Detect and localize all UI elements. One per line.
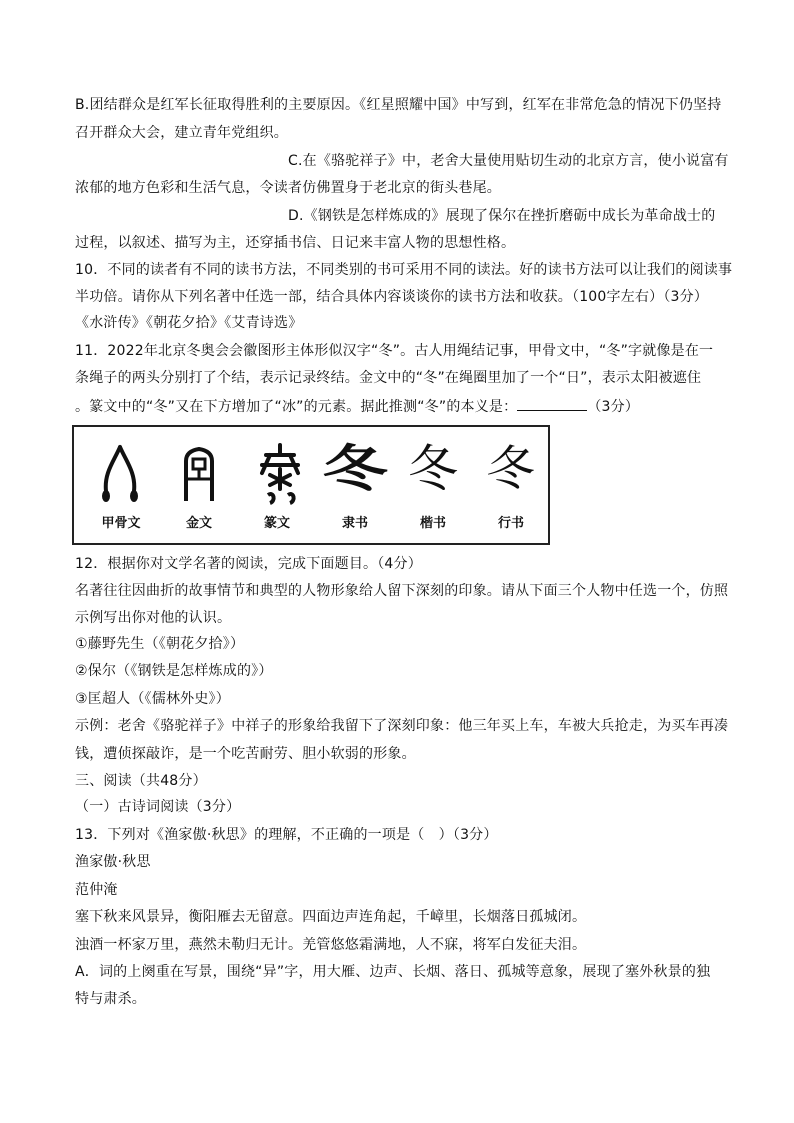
clerical-glyph: 冬 (322, 439, 388, 498)
label-regular: 楷书 (419, 516, 446, 531)
subsection-one-heading: （一）古诗词阅读（3分） (75, 799, 241, 815)
poem-author: 范仲淹 (75, 882, 118, 898)
label-running: 行书 (497, 516, 524, 531)
answer-blank[interactable] (517, 396, 587, 411)
character-option-2: ②保尔（《钢铁是怎样炼成的》） (75, 663, 273, 679)
seal-cell (238, 427, 316, 543)
question-12-line-2: 示例写出你对他的认识。 (75, 610, 232, 626)
question-12-line-1: 名著往往因曲折的故事情节和典型的人物形象给人留下深刻的印象。请从下面三个人物中任选一个，仿照 (75, 583, 729, 599)
clerical-cell (316, 427, 394, 543)
option-c-line-2: 浓郁的地方色彩和生活气息，令读者仿佛置身于老北京的街头巷尾。 (75, 180, 501, 196)
oracle-bone-cell (82, 427, 160, 543)
question-13-title: 13．下列对《渔家傲·秋思》的理解，不正确的一项是（ ）（3分） (75, 827, 498, 843)
bronze-glyph (174, 439, 224, 511)
question-10-line-1: 10．不同的读者有不同的读书方法，不同类别的书可采用不同的读法。好的读书方法可以让我们的阅读事 (75, 262, 733, 278)
character-option-1: ①藤野先生（《朝花夕拾》） (75, 636, 245, 652)
character-option-3: ③匡超人（《儒林外史》） (75, 691, 230, 707)
regular-cell (394, 427, 472, 543)
poem-title: 渔家傲·秋思 (75, 854, 151, 870)
option-a-line-2: 特与肃杀。 (75, 991, 146, 1007)
running-cell (472, 427, 550, 543)
label-clerical: 隶书 (341, 516, 368, 531)
question-10-line-2: 半功倍。请你从下列名著中任选一部，结合具体内容谈谈你的读书方法和收获。（100字左右）（3分） (75, 289, 709, 305)
section-three-heading: 三、阅读（共48分） (75, 773, 207, 789)
question-11-line-3 (75, 396, 639, 417)
option-a-line-1: A．词的上阕重在写景，围绕“异”字，用大雁、边声、长烟、落日、孤城等意象，展现了塞外秋景的独 (75, 964, 711, 980)
example-line-2: 钱，遭侦探敲诈，是一个吃苦耐劳、胆小软弱的形象。 (75, 746, 416, 762)
question-10-books: 《水浒传》《朝花夕拾》《艾青诗选》 (75, 315, 303, 331)
oracle-bone-glyph (96, 439, 146, 511)
option-b-line-2: 召开群众大会，建立青年党组织。 (75, 125, 288, 141)
question-11-prompt: 。篆文中的“冬”又在下方增加了“冰”的元素。据此推测“冬”的本义是： (75, 399, 518, 415)
poem-stanza-1: 塞下秋来风景异，衡阳雁去无留意。四面边声连角起，千嶂里，长烟落日孤城闭。 (75, 909, 587, 925)
option-c-line-1: C.在《骆驼祥子》中，老舍大量使用贴切生动的北京方言，使小说富有 (288, 153, 729, 169)
bronze-cell (160, 427, 238, 543)
label-bronze: 金文 (185, 516, 212, 531)
option-d-line-1: D.《钢铁是怎样炼成的》展现了保尔在挫折磨砺中成长为革命战士的 (288, 208, 716, 224)
label-oracle-bone: 甲骨文 (101, 516, 141, 531)
example-line-1: 示例：老舍《骆驼祥子》中祥子的形象给我留下了深刻印象：他三年买上车，车被大兵抢走，为买车再凑 (75, 718, 729, 734)
option-d-line-2: 过程，以叙述、描写为主，还穿插书信、日记来丰富人物的思想性格。 (75, 235, 516, 251)
question-11-line-1: 11．2022年北京冬奥会会徽图形主体形似汉字“冬”。古人用绳结记事，甲骨文中，“冬”字就像是在一 (75, 343, 714, 359)
question-11-line-2: 条绳子的两头分别打了个结，表示记录终结。金文中的“冬”在绳圈里加了一个“日”，表示太阳被遮住 (75, 370, 702, 386)
running-glyph: 冬 (482, 441, 540, 497)
seal-glyph (252, 439, 308, 511)
character-evolution-figure (72, 425, 550, 545)
regular-glyph: 冬 (408, 440, 458, 498)
label-seal: 篆文 (263, 516, 290, 531)
poem-stanza-2: 浊酒一杯家万里，燕然未勒归无计。羌管悠悠霜满地，人不寐，将军白发征夫泪。 (75, 937, 587, 953)
question-11-score: （3分） (587, 399, 640, 415)
option-b-line-1: B.团结群众是红军长征取得胜利的主要原因。《红星照耀中国》中写到，红军在非常危急的情况下仍坚持 (75, 97, 722, 113)
question-12-title: 12．根据你对文学名著的阅读，完成下面题目。（4分） (75, 556, 422, 572)
